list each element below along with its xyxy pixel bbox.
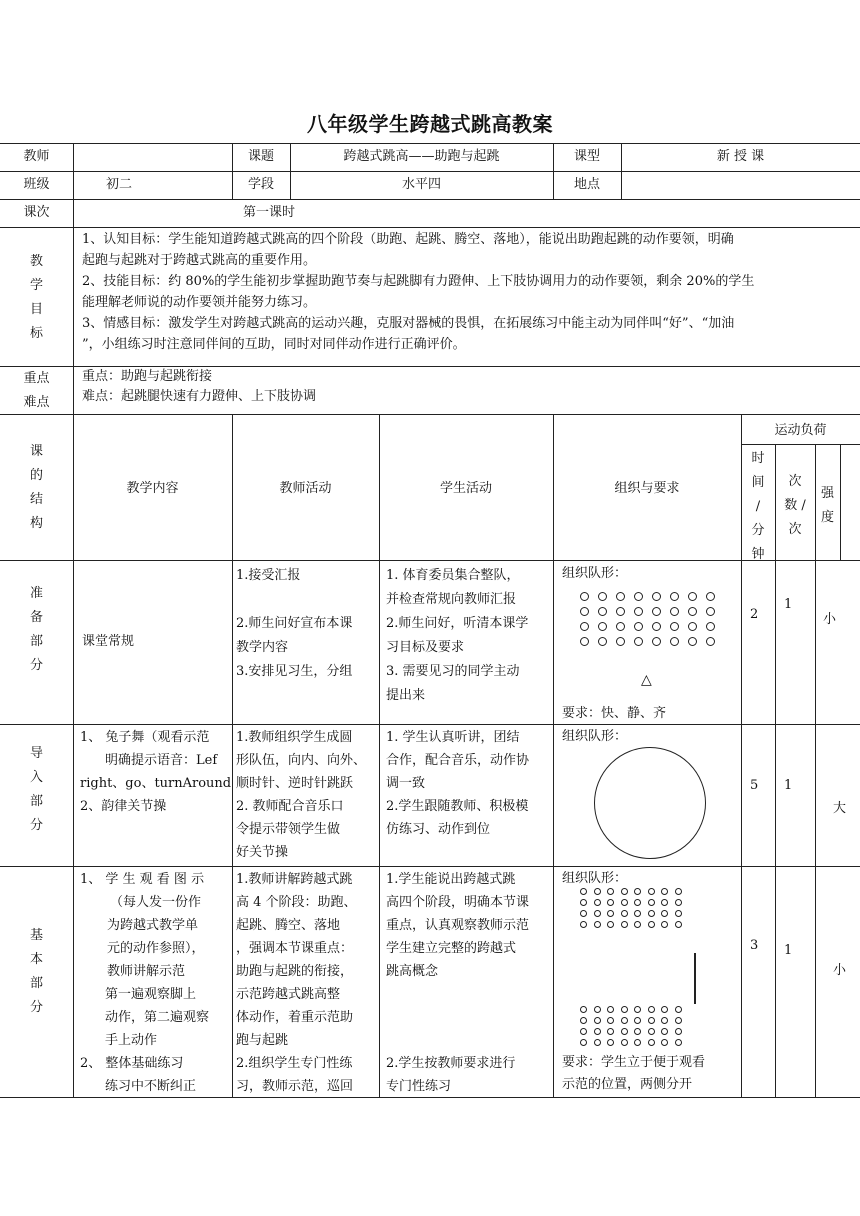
teacher-triangle-icon: △ (641, 672, 652, 688)
student-dot (621, 1039, 628, 1046)
student-dot (648, 1039, 655, 1046)
text-line: 习目标及要求 (386, 640, 465, 655)
student-dot (675, 888, 682, 895)
text-line: 2.师生问好，听清本课学 (386, 616, 529, 631)
objective-line: ”，小组练习时注意同伴间的互助，同时对同伴动作进行正确评价。 (82, 337, 466, 352)
grid-line (815, 444, 816, 1097)
text-line: right、go、turnAround (80, 776, 231, 791)
text-line: 提出来 (386, 688, 426, 703)
main-teacher (236, 868, 357, 1098)
student-dot (661, 910, 668, 917)
header-char: / (755, 499, 761, 514)
grid-line (379, 414, 380, 1097)
grid-line (0, 199, 860, 200)
formation-row (580, 622, 724, 631)
text-line: 教师讲解示范 (107, 964, 186, 979)
text-line: 习，教师示范，巡回 (236, 1079, 354, 1094)
text-line: 好关节操 (236, 845, 289, 860)
text-line: 教学内容 (236, 640, 289, 655)
student-dot (594, 1006, 601, 1013)
student-dot (580, 622, 589, 631)
teacher-label: 教师 (23, 149, 50, 164)
student-dot (607, 1017, 614, 1024)
text-line: 学生建立完整的跨越式 (386, 941, 517, 956)
text-line: 高 4 个阶段：助跑、 (236, 895, 357, 910)
text-line: 手上动作 (105, 1033, 158, 1048)
prep-content: 课堂常规 (82, 634, 135, 649)
text-line: 专门性练习 (386, 1079, 452, 1094)
grid-line (0, 414, 860, 415)
label-char: 基 (29, 928, 43, 943)
text-line: 1、 兔子舞（观看示范 (80, 730, 210, 745)
text-line: 1、 学 生 观 看 图 示 (80, 872, 205, 887)
student-dot (594, 899, 601, 906)
student-dot (634, 1039, 641, 1046)
student-activity-header: 学生活动 (439, 481, 492, 496)
student-dot (634, 1006, 641, 1013)
formation-row (580, 921, 688, 928)
student-dot (706, 622, 715, 631)
student-dot (616, 622, 625, 631)
text-line: 调一致 (386, 776, 426, 791)
grid-line (0, 866, 860, 867)
grid-line (0, 143, 860, 144)
text-line: 1. 学生认真听讲，团结 (386, 730, 520, 745)
main-label (0, 924, 73, 1020)
prep-teacher (236, 564, 352, 684)
text-line: 2.组织学生专门性练 (236, 1056, 353, 1071)
student-dot (675, 1006, 682, 1013)
time-header (741, 447, 775, 567)
student-dot (688, 592, 697, 601)
type-label: 课型 (573, 149, 600, 164)
text-line: 重点，认真观察教师示范 (386, 918, 530, 933)
student-dot (634, 592, 643, 601)
text-line (236, 588, 352, 612)
prep-formation (580, 592, 724, 652)
header-char: 时 (751, 451, 765, 466)
formation-row (580, 888, 688, 895)
objectives-label (0, 250, 73, 346)
text-line: 1.学生能说出跨越式跳 (386, 872, 516, 887)
student-dot (580, 607, 589, 616)
text-line: 2、韵律关节操 (80, 799, 167, 814)
prep-org-requirement: 要求：快、静、齐 (562, 706, 667, 721)
prep-label (0, 582, 73, 678)
student-dot (594, 921, 601, 928)
student-dot (594, 1039, 601, 1046)
prep-count: 1 (784, 597, 793, 612)
student-dot (675, 899, 682, 906)
objective-line: 起跑与起跳对于跨越式跳高的重要作用。 (82, 253, 317, 268)
key-point: 重点：助跑与起跳衔接 (82, 369, 213, 384)
student-dot (688, 637, 697, 646)
student-dot (607, 1006, 614, 1013)
student-dot (634, 607, 643, 616)
student-dot (607, 1028, 614, 1035)
student-dot (648, 910, 655, 917)
student-dot (598, 622, 607, 631)
objective-line: 能理解老师说的动作要领并能努力练习。 (82, 295, 317, 310)
main-org-requirement-1: 要求：学生立于便于观看 (562, 1055, 706, 1070)
count-header (775, 470, 815, 542)
header-char: 强 (820, 486, 834, 501)
student-dot (634, 637, 643, 646)
place-label: 地点 (573, 177, 600, 192)
prep-time: 2 (750, 607, 759, 622)
formation-row (580, 1006, 688, 1013)
intro-content (80, 726, 231, 818)
formation-row (580, 607, 724, 616)
label-char: 学 (29, 278, 43, 293)
student-dot (594, 910, 601, 917)
student-dot (661, 1028, 668, 1035)
grid-line (0, 560, 860, 561)
student-dot (634, 1028, 641, 1035)
text-line: 高四个阶段，明确本节课 (386, 895, 530, 910)
lesson-label: 课次 (23, 205, 50, 220)
header-char: 分 (751, 523, 765, 538)
label-char: 目 (29, 302, 43, 317)
student-dot (580, 888, 587, 895)
formation-row (580, 1039, 688, 1046)
student-dot (661, 888, 668, 895)
label-char: 构 (29, 516, 43, 531)
text-line: 仿练习、动作到位 (386, 822, 491, 837)
text-line: （每人发一份作 (110, 895, 202, 910)
student-dot (652, 607, 661, 616)
intro-count: 1 (784, 778, 793, 793)
student-dot (607, 888, 614, 895)
student-dot (621, 1028, 628, 1035)
main-intensity: 小 (833, 963, 847, 978)
intro-label (0, 742, 73, 838)
student-dot (621, 910, 628, 917)
text-line: 顺时针、逆时针跳跃 (236, 776, 354, 791)
formation-row (580, 910, 688, 917)
student-dot (580, 921, 587, 928)
grid-line (840, 444, 841, 560)
student-dot (706, 637, 715, 646)
text-line: 示范跨越式跳高整 (236, 987, 341, 1002)
text-line: 1.教师组织学生成圆 (236, 730, 353, 745)
main-org-title: 组织队形： (562, 871, 628, 886)
student-dot (621, 921, 628, 928)
label-line: 重点 (23, 371, 50, 386)
lesson-value: 第一课时 (243, 205, 296, 220)
student-dot (621, 888, 628, 895)
text-line: 1.教师讲解跨越式跳 (236, 872, 353, 887)
content-header: 教学内容 (126, 481, 179, 496)
label-char: 分 (29, 1000, 43, 1015)
stage-label: 学段 (247, 177, 274, 192)
stage-value: 水平四 (401, 177, 441, 192)
main-formation-top (580, 888, 688, 932)
student-dot (594, 1017, 601, 1024)
text-line: 3.安排见习生，分组 (236, 664, 353, 679)
class-label: 班级 (23, 177, 50, 192)
load-header: 运动负荷 (774, 423, 827, 438)
type-value: 新 授 课 (716, 149, 765, 164)
student-dot (675, 1039, 682, 1046)
text-line: 2、 整体基础练习 (80, 1056, 184, 1071)
prep-intensity: 小 (823, 612, 837, 627)
student-dot (634, 921, 641, 928)
main-student (386, 868, 529, 1098)
student-dot (634, 910, 641, 917)
student-dot (580, 1028, 587, 1035)
objective-line: 3、情感目标：激发学生对跨越式跳高的运动兴趣，克服对器械的畏惧，在拓展练习中能主动为同伴叫“好”、“加油 (82, 316, 735, 331)
grid-line (0, 227, 860, 228)
main-time: 3 (750, 938, 759, 953)
header-char: 次 (788, 474, 802, 489)
text-line: 合作，配合音乐，动作协 (386, 753, 530, 768)
formation-row (580, 1028, 688, 1035)
grid-line (553, 414, 554, 1097)
student-dot (706, 592, 715, 601)
header-char: 钟 (751, 547, 765, 562)
text-line: 令提示带领学生做 (236, 822, 341, 837)
label-char: 的 (29, 468, 43, 483)
text-line: 跳高概念 (386, 964, 439, 979)
student-dot (648, 1028, 655, 1035)
student-dot (607, 899, 614, 906)
student-dot (688, 622, 697, 631)
text-line: 形队伍，向内、向外、 (236, 753, 367, 768)
student-dot (670, 622, 679, 631)
student-dot (675, 910, 682, 917)
grid-line (232, 414, 233, 1097)
grid-line (73, 143, 74, 1097)
student-dot (675, 921, 682, 928)
intro-intensity: 大 (833, 801, 847, 816)
header-char: 数 / (784, 498, 806, 513)
label-char: 分 (29, 658, 43, 673)
teacher-activity-header: 教师活动 (279, 481, 332, 496)
main-formation-bottom (580, 1006, 688, 1050)
text-line: 体动作，着重示范助 (236, 1010, 354, 1025)
main-count: 1 (784, 943, 793, 958)
student-dot (580, 592, 589, 601)
objectives-text (82, 229, 754, 355)
label-char: 入 (29, 770, 43, 785)
formation-row (580, 637, 724, 646)
student-dot (648, 921, 655, 928)
text-line: 2.师生问好宣布本课 (236, 616, 353, 631)
student-dot (580, 1006, 587, 1013)
label-char: 备 (29, 610, 43, 625)
student-dot (634, 1017, 641, 1024)
student-dot (661, 899, 668, 906)
text-line: 练习中不断纠正 (105, 1079, 197, 1094)
main-org-requirement-2: 示范的位置，两侧分开 (562, 1077, 693, 1092)
label-char: 结 (29, 492, 43, 507)
objective-line: 1、认知目标：学生能知道跨越式跳高的四个阶段（助跑、起跳、腾空、落地），能说出助跑起跳的动作要领，明确 (82, 232, 734, 247)
formation-row (580, 899, 688, 906)
student-dot (648, 888, 655, 895)
text-line: 助跑与起跳的衔接， (236, 964, 354, 979)
organization-header: 组织与要求 (614, 481, 680, 496)
text-line: 并检查常规向教师汇报 (386, 592, 517, 607)
text-line: 第一遍观察脚上 (105, 987, 197, 1002)
student-dot (661, 1039, 668, 1046)
student-dot (598, 637, 607, 646)
student-dot (675, 1028, 682, 1035)
student-dot (652, 622, 661, 631)
student-dot (621, 899, 628, 906)
student-dot (661, 1006, 668, 1013)
student-dot (706, 607, 715, 616)
label-char: 分 (29, 818, 43, 833)
keypoints-label (0, 367, 73, 415)
text-line: 起跳、腾空、落地 (236, 918, 341, 933)
intro-student (386, 726, 529, 841)
student-dot (688, 607, 697, 616)
text-line: 元的动作参照）， (107, 941, 205, 956)
text-line: ，强调本节课重点： (236, 941, 354, 956)
document-title: 八年级学生跨越式跳高教案 (307, 112, 553, 136)
text-line: 跑与起跳 (236, 1033, 289, 1048)
intro-time: 5 (750, 778, 759, 793)
student-dot (580, 910, 587, 917)
intro-teacher (236, 726, 366, 864)
student-dot (621, 1006, 628, 1013)
student-dot (661, 1017, 668, 1024)
label-line: 难点 (23, 395, 50, 410)
text-line: 2.学生跟随教师、积极模 (386, 799, 529, 814)
student-dot (621, 1017, 628, 1024)
header-char: 次 (788, 522, 802, 537)
student-dot (634, 888, 641, 895)
student-dot (670, 592, 679, 601)
prep-student (386, 564, 528, 708)
student-dot (598, 592, 607, 601)
header-char: 间 (751, 475, 765, 490)
grid-line (741, 444, 860, 445)
student-dot (648, 1017, 655, 1024)
main-content (80, 868, 231, 1098)
student-dot (616, 592, 625, 601)
label-char: 部 (29, 634, 43, 649)
formation-row (580, 592, 724, 601)
student-dot (580, 1039, 587, 1046)
label-char: 部 (29, 794, 43, 809)
high-jump-bar (694, 953, 696, 1004)
label-char: 标 (29, 326, 43, 341)
student-dot (648, 1006, 655, 1013)
text-line: 2. 教师配合音乐口 (236, 799, 344, 814)
topic-value: 跨越式跳高——助跑与起跳 (343, 149, 500, 164)
student-dot (607, 1039, 614, 1046)
student-dot (652, 637, 661, 646)
label-char: 教 (29, 254, 43, 269)
text-line: 明确提示语音：Lef (105, 753, 218, 768)
text-line: 1. 体育委员集合整队， (386, 568, 520, 583)
student-dot (634, 622, 643, 631)
student-dot (598, 607, 607, 616)
label-char: 导 (29, 746, 43, 761)
student-dot (661, 921, 668, 928)
class-value: 初二 (106, 177, 133, 192)
student-dot (580, 637, 589, 646)
label-char: 部 (29, 976, 43, 991)
text-line: 1.接受汇报 (236, 568, 301, 583)
label-char: 课 (29, 444, 43, 459)
student-dot (670, 607, 679, 616)
grid-line (0, 171, 860, 172)
student-dot (634, 899, 641, 906)
header-char: 度 (820, 510, 834, 525)
student-dot (670, 637, 679, 646)
topic-label: 课题 (247, 149, 274, 164)
intensity-header (815, 482, 840, 530)
student-dot (607, 921, 614, 928)
student-dot (580, 899, 587, 906)
intro-org-title: 组织队形： (562, 729, 628, 744)
label-char: 准 (29, 586, 43, 601)
student-dot (580, 1017, 587, 1024)
structure-label (0, 440, 73, 536)
student-dot (616, 637, 625, 646)
formation-row (580, 1017, 688, 1024)
student-dot (675, 1017, 682, 1024)
student-dot (652, 592, 661, 601)
difficult-point: 难点：起跳腿快速有力蹬伸、上下肢协调 (82, 389, 317, 404)
student-dot (616, 607, 625, 616)
student-dot (648, 899, 655, 906)
circle-formation (594, 747, 706, 859)
student-dot (594, 1028, 601, 1035)
grid-line (0, 724, 860, 725)
text-line: 动作，第二遍观察 (105, 1010, 210, 1025)
student-dot (607, 910, 614, 917)
student-dot (594, 888, 601, 895)
text-line: 2.学生按教师要求进行 (386, 1056, 516, 1071)
objective-line: 2、技能目标：约 80%的学生能初步掌握助跑节奏与起跳脚有力蹬伸、上下肢协调用力的动作要领，剩余 20%的学生 (82, 274, 755, 289)
text-line: 为跨越式教学单 (107, 918, 199, 933)
label-char: 本 (29, 952, 43, 967)
text-line: 3. 需要见习的同学主动 (386, 664, 520, 679)
prep-org-title: 组织队形： (562, 566, 628, 581)
